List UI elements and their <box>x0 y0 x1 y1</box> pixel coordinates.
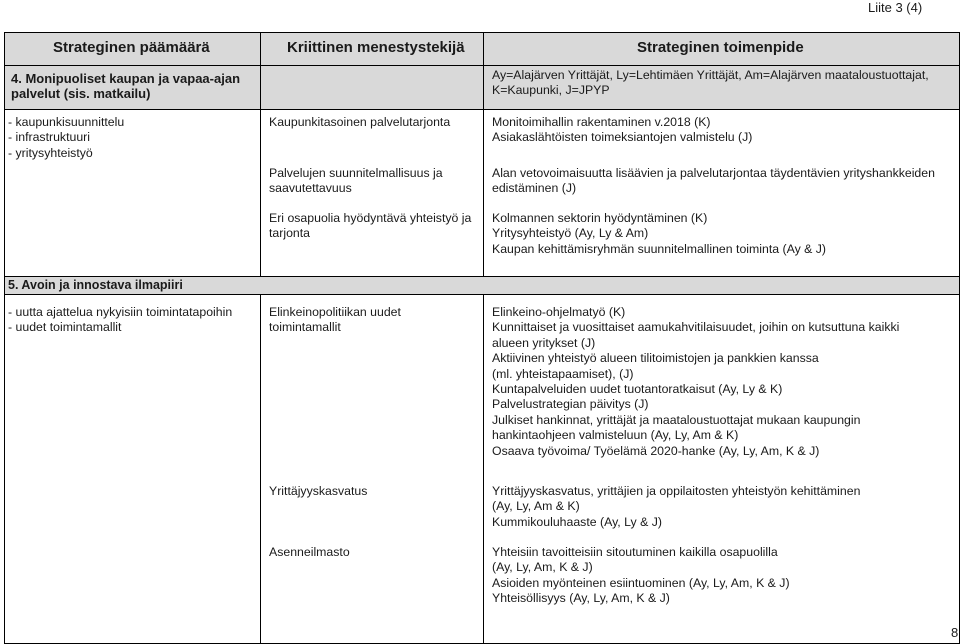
action-cell: Kolmannen sektorin hyödyntäminen (K) Yritysyhteistyö (Ay, Ly & Am) Kaupan kehittämisryhmän suunnitelmallinen toiminta (Ay & J) <box>492 211 826 256</box>
factor-cell: Palvelujen suunnitelmallisuus ja saavutettavuus <box>269 166 443 196</box>
column-divider <box>483 33 484 276</box>
section4-goal-list <box>8 115 124 161</box>
divider <box>5 65 959 66</box>
factor-cell: Kaupunkitasoinen palvelutarjonta <box>269 115 451 129</box>
header-goal: Strateginen päämäärä <box>53 39 210 56</box>
attachment-label: Liite 3 (4) <box>868 0 923 15</box>
action-cell: Monitoimihallin rakentaminen v.2018 (K) Asiakaslähtöisten toimeksiantojen valmistelu (J) <box>492 115 753 145</box>
list-item: - yritysyhteistyö <box>8 145 93 160</box>
list-item: - kaupunkisuunnittelu <box>8 115 125 129</box>
column-divider <box>260 33 261 276</box>
section5-goal-list <box>8 305 232 336</box>
action-cell: Elinkeino-ohjelmatyö (K) Kunnittaiset ja vuosittaiset aamukahvitilaisuudet, joihin on kutsuttuna kaikki alueen yritykset (J) Aktiivinen yhteistyö alueen tilitoimistojen ja pankkien kanssa (ml. yhteistapaamiset), (J) Kuntapalveluiden uudet tuotantoratkaisut (Ay, Ly & K) Palvelustrategian päivitys (J) Julkiset hankinnat, yrittäjät ja maataloustuottajat mukaan kaupungin hankintaohjeen valmisteluun (Ay, Ly, Am & K) Osaava työvoima/ Työelämä 2020-hanke (Ay, Ly, Am, K & J) <box>492 305 900 458</box>
column-divider <box>260 294 261 643</box>
list-item: - infrastruktuuri <box>8 130 91 145</box>
divider <box>5 276 959 277</box>
factor-cell: Asenneilmasto <box>269 545 350 559</box>
action-cell: Yhteisiin tavoitteisiin sitoutuminen kaikilla osapuolilla (Ay, Ly, Am, K & J) Asioiden myönteinen esiintuominen (Ay, Ly, Am, K & J) Yhteisöllisyys (Ay, Ly, Am, K & J) <box>492 545 790 606</box>
strategy-table <box>4 32 960 644</box>
column-divider <box>483 294 484 643</box>
factor-cell: Yrittäjyyskasvatus <box>269 484 368 498</box>
page-number: 8 <box>951 625 959 640</box>
abbreviation-legend: Ay=Alajärven Yrittäjät, Ly=Lehtimäen Yrittäjät, Am=Alajärven maataloustuottajat, K=Kaupunki, J=JPYP <box>492 68 929 98</box>
list-item: - uutta ajattelua nykyisiin toimintatapoihin <box>8 305 233 319</box>
divider <box>5 109 959 110</box>
list-item: - uudet toimintamallit <box>8 320 122 335</box>
action-cell: Alan vetovoimaisuutta lisäävien ja palvelutarjontaa täydentävien yrityshankkeiden edistäminen (J) <box>492 166 935 196</box>
section4-title: 4. Monipuoliset kaupan ja vapaa-ajan palvelut (sis. matkailu) <box>11 71 241 102</box>
factor-cell: Eri osapuolia hyödyntävä yhteistyö ja tarjonta <box>269 211 472 241</box>
divider <box>5 294 959 295</box>
action-cell: Yrittäjyyskasvatus, yrittäjien ja oppilaitosten yhteistyön kehittäminen (Ay, Ly, Am & K) Kummikouluhaaste (Ay, Ly & J) <box>492 484 861 529</box>
factor-cell: Elinkeinopolitiikan uudet toimintamallit <box>269 305 401 335</box>
header-success-factor: Kriittinen menestystekijä <box>287 39 465 56</box>
section5-title: 5. Avoin ja innostava ilmapiiri <box>8 278 183 292</box>
header-action: Strateginen toimenpide <box>637 39 804 56</box>
